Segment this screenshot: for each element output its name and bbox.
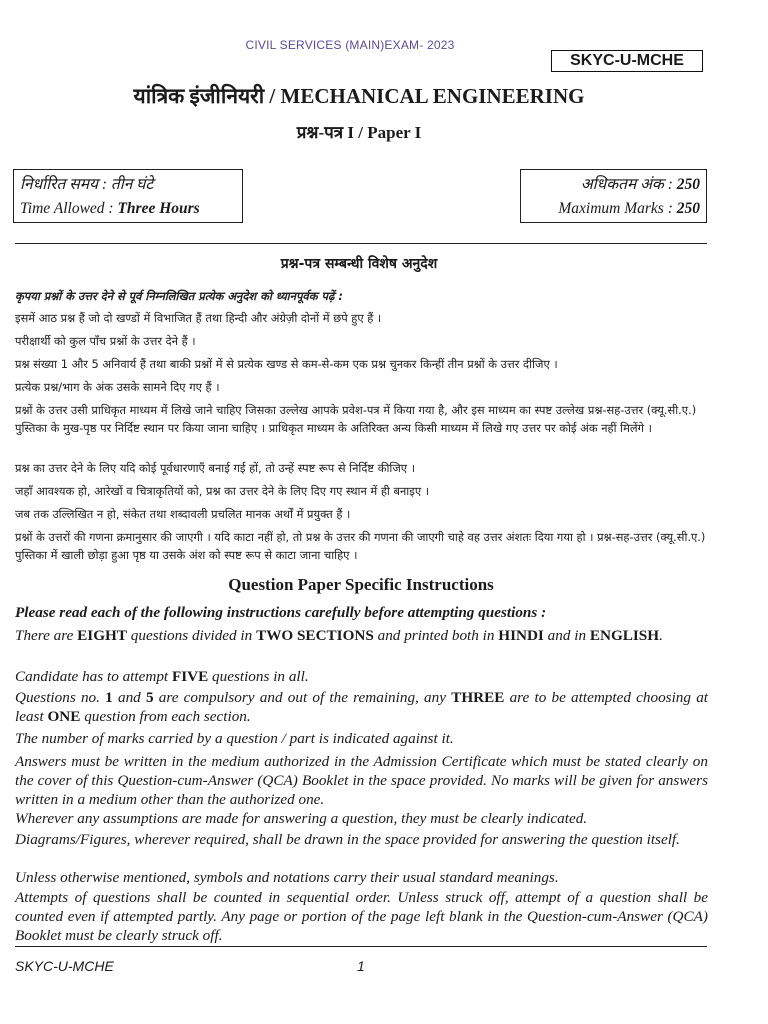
time-allowed-english (20, 197, 236, 221)
hindi-instructions-heading: प्रश्न-पत्र सम्बन्धी विशेष अनुदेश (280, 256, 438, 272)
paper-code-box: SKYC-U-MCHE (551, 50, 703, 72)
time-allowed-value: Three Hours (117, 200, 200, 217)
hindi-instruction-item: इसमें आठ प्रश्न हैं जो दो खण्डों में विभाजित हैं तथा हिन्दी और अंग्रेज़ी दोनों में छपे हुए हैं । (15, 311, 382, 325)
instruction-text: and printed both in (373, 627, 499, 644)
maximum-marks-box (520, 169, 707, 223)
english-instruction-item (15, 752, 708, 809)
hindi-instruction-item: प्रश्नों के उत्तर उसी प्राधिकृत माध्यम में लिखे जाने चाहिए जिसका उल्लेख आपके प्रवेश-पत्र में किया गया है, और इस माध्यम का स्पष्ट उल्लेख प्रश्न-सह-उत्तर (क्यू.सी.ए.) पुस्तिका के मुख-पृष्ठ पर निर्दिष्ट स्थान पर किया जाना चाहिए । प्राधिकृत माध्यम के अतिरिक्त अन्य किसी माध्यम में लिखे गए उत्तर पर कोई अंक नहीं मिलेंगे । (15, 403, 697, 435)
hindi-instruction-item: प्रश्न का उत्तर देने के लिए यदि कोई पूर्वधारणाएँ बनाई गई हों, तो उन्हें स्पष्ट रूप से निर्दिष्ट कीजिए । (15, 461, 416, 475)
english-instruction-item (15, 688, 708, 726)
instruction-text: questions in all. (208, 668, 309, 685)
emphasis-text: HINDI (498, 627, 544, 644)
page-number: 1 (357, 958, 365, 974)
instruction-text: and (112, 689, 146, 706)
english-instructions-lead: Please read each of the following instructions carefully before attempting questions : (15, 604, 547, 621)
paper-subtitle: प्रश्न-पत्र I / Paper I (296, 123, 422, 142)
instruction-text: question from each section. (80, 708, 251, 725)
maximum-marks-hindi (527, 173, 700, 197)
emphasis-text: THREE (451, 689, 505, 706)
english-instruction-item (15, 888, 708, 945)
instruction-text: are compulsory and out of the remaining, any (153, 689, 452, 706)
time-allowed-hindi: निर्धारित समय : तीन घंटे (20, 176, 154, 193)
instruction-text: and in (543, 627, 590, 644)
instruction-text: Diagrams/Figures, wherever required, shall be drawn in the space provided for answering the question itself. (15, 831, 680, 848)
paper-title: यांत्रिक इंजीनियरी / MECHANICAL ENGINEERING (133, 84, 585, 108)
emphasis-text: EIGHT (77, 627, 127, 644)
emphasis-text: ENGLISH (589, 627, 660, 644)
emphasis-text: TWO SECTIONS (256, 627, 374, 644)
instruction-text: questions divided in (126, 627, 257, 644)
time-allowed-box (13, 169, 243, 223)
emphasis-text: 1 (105, 689, 113, 706)
instruction-text: The number of marks carried by a question / part is indicated against it. (15, 730, 454, 747)
time-allowed-label: Time Allowed : (20, 200, 118, 217)
hindi-instruction-item: प्रश्न संख्या 1 और 5 अनिवार्य हैं तथा बाकी प्रश्नों में से प्रत्येक खण्ड से कम-से-कम एक प्रश्न चुनकर किन्हीं तीन प्रश्नों के उत्तर दीजिए । (15, 357, 558, 371)
maximum-marks-hindi-label: अधिकतम अंक : (580, 176, 677, 193)
emphasis-text: 5 (145, 689, 154, 706)
hindi-instruction-item: परीक्षार्थी को कुल पाँच प्रश्नों के उत्तर देने हैं । (15, 334, 196, 348)
maximum-marks-label: Maximum Marks : (558, 200, 677, 217)
english-instructions-heading: Question Paper Specific Instructions (228, 575, 494, 594)
instruction-text: . (659, 627, 663, 644)
emphasis-text: FIVE (171, 668, 209, 685)
maximum-marks-value: 250 (676, 200, 700, 217)
instruction-text: are to be attempted choosing at least (15, 689, 709, 725)
instruction-text: Candidate has to attempt (15, 668, 172, 685)
instruction-text: Answers must be written in the medium authorized in the Admission Certificate which must be stated clearly on the cover of this Question-cum-Answer (QCA) Booklet in the space provided. No marks will be given for answers written in a medium other than the authorized one. (15, 753, 708, 808)
english-instruction-item (15, 667, 708, 686)
instruction-text: Questions no. (15, 689, 106, 706)
maximum-marks-english (527, 197, 700, 221)
emphasis-text: ONE (47, 708, 81, 725)
hindi-instructions-lead: कृपया प्रश्नों के उत्तर देने से पूर्व निम्नलिखित प्रत्येक अनुदेश को ध्यानपूर्वक पढ़ें : (15, 289, 343, 303)
maximum-marks-hindi-value: 250 (676, 176, 700, 193)
instruction-text: Wherever any assumptions are made for answering a question, they must be clearly indicated. (15, 810, 588, 827)
footer-paper-code: SKYC-U-MCHE (15, 958, 114, 974)
english-instruction-item (15, 626, 708, 645)
instruction-text: There are (15, 627, 78, 644)
exam-header: CIVIL SERVICES (MAIN)EXAM- 2023 (245, 38, 455, 52)
english-instruction-item (15, 868, 708, 887)
hindi-instruction-item: जहाँ आवश्यक हो, आरेखों व चित्राकृतियों को, प्रश्न का उत्तर देने के लिए दिए गए स्थान में ही बनाइए । (15, 484, 430, 498)
english-instruction-item (15, 729, 708, 748)
instruction-text: Attempts of questions shall be counted in sequential order. Unless struck off, attempt of a question shall be counted even if attempted partly. Any page or portion of the page left blank in the Question-cum-Answer (QCA) Booklet must be clearly struck off. (15, 889, 708, 944)
hindi-instruction-item: जब तक उल्लिखित न हो, संकेत तथा शब्दावली प्रचलित मानक अर्थों में प्रयुक्त हैं । (15, 507, 351, 521)
hindi-instruction-item: प्रत्येक प्रश्न/भाग के अंक उसके सामने दिए गए हैं । (15, 380, 220, 394)
footer-divider (15, 946, 707, 947)
hindi-instruction-item: प्रश्नों के उत्तरों की गणना क्रमानुसार की जाएगी । यदि काटा नहीं हो, तो प्रश्न के उत्तर की गणना की जाएगी चाहे वह उत्तर अंशतः दिया गया हो । प्रश्न-सह-उत्तर (क्यू.सी.ए.) पुस्तिका में खाली छोड़ा हुआ पृष्ठ या उसके अंश को स्पष्ट रूप से काटा जाना चाहिए । (15, 530, 706, 562)
english-instruction-item (15, 809, 708, 828)
english-instruction-item (15, 830, 708, 849)
instruction-text: Unless otherwise mentioned, symbols and notations carry their usual standard meanings. (15, 869, 559, 886)
header-divider (15, 243, 707, 244)
